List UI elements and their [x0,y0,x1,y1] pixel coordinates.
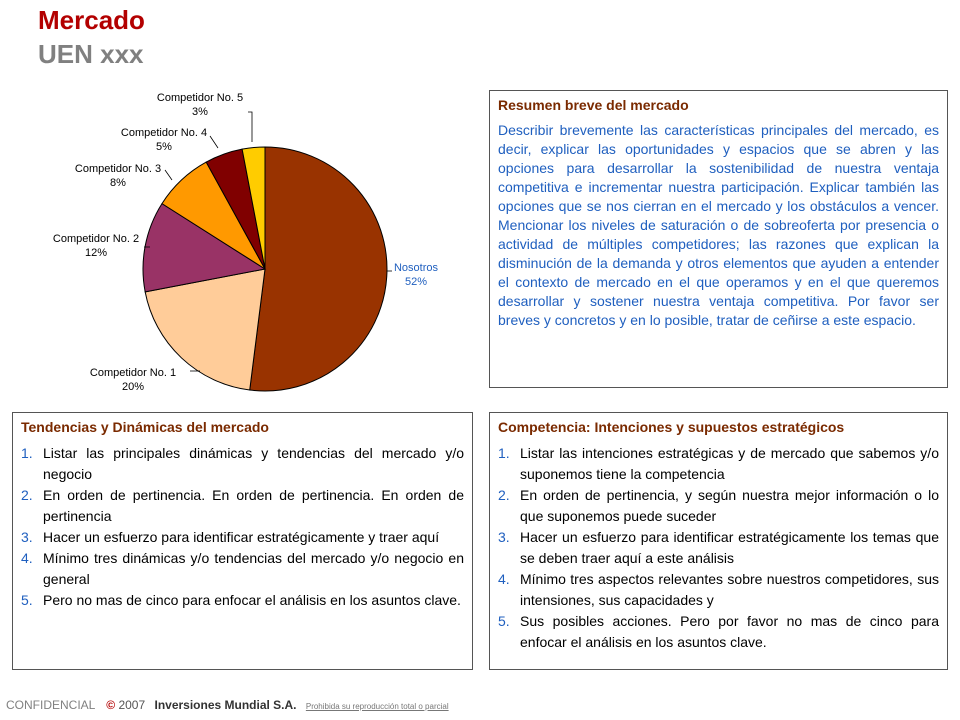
list-item-number: 4. [21,550,33,566]
list-item-text: Mínimo tres dinámicas y/o tendencias del mercado y/o negocio en general [43,550,464,587]
company-name: Inversiones Mundial S.A. [154,698,297,712]
list-item [498,569,939,611]
pie-slice-name-label: Nosotros [393,262,439,274]
list-item [498,611,939,653]
list-item-number: 3. [498,529,510,545]
list-item [21,527,464,548]
footer [6,698,449,712]
list-item [21,548,464,590]
market-summary-box [489,90,948,388]
pie-slice-value-label: 5% [156,141,172,153]
list-item [498,485,939,527]
pie-leader-line [210,136,218,148]
list-item [21,485,464,527]
competition-box [489,412,948,670]
pie-slice-name-label: Competidor No. 5 [156,92,244,104]
pie-leader-line [248,112,252,142]
list-item-text: Listar las intenciones estratégicas y de mercado que sabemos y/o suponemos tiene la competencia [520,445,939,482]
page-title: Mercado [38,5,145,35]
pie-slice-value-label: 3% [192,106,208,118]
pie-slice-value-label: 20% [121,381,145,393]
list-item-number: 1. [21,445,33,461]
pie-slice-value-label: 8% [110,177,126,189]
pie-slice-value-label: 52% [404,276,428,288]
list-item-number: 2. [498,487,510,503]
list-item [498,527,939,569]
rights-notice: Prohibida su reproducción total o parcial [305,702,449,711]
trends-box [12,412,473,670]
list-item-number: 2. [21,487,33,503]
list-item-text: Pero no mas de cinco para enfocar el análisis en los asuntos clave. [43,592,461,608]
pie-slice [250,147,387,391]
page-subtitle: UEN xxx [38,39,144,69]
list-item-text: Hacer un esfuerzo para identificar estratégicamente los temas que se deben traer aquí a este análisis [520,529,939,566]
list-item-number: 4. [498,571,510,587]
trends-list [21,443,464,611]
trends-title: Tendencias y Dinámicas del mercado [21,419,269,435]
list-item-number: 3. [21,529,33,545]
competition-list [498,443,939,653]
pie-slice-name-label: Competidor No. 3 [74,163,162,175]
pie-slice-value-label: 12% [84,247,108,259]
list-item-number: 5. [498,613,510,629]
list-item [21,443,464,485]
pie-leader-line [165,170,172,180]
pie-slice-name-label: Competidor No. 2 [52,233,140,245]
list-item-text: Mínimo tres aspectos relevantes sobre nuestros competidores, sus intensiones, sus capacidades y [520,571,939,608]
market-share-pie-chart [0,80,480,400]
list-item-text: Hacer un esfuerzo para identificar estratégicamente y traer aquí [43,529,440,545]
market-summary-title: Resumen breve del mercado [498,97,689,113]
list-item-text: En orden de pertinencia, y según nuestra mejor información o lo que suponemos puede suceder [520,487,939,524]
pie-slice-name-label: Competidor No. 4 [120,127,208,139]
list-item [21,590,464,611]
list-item [498,443,939,485]
copyright-year: 2007 [118,698,146,712]
list-item-number: 5. [21,592,33,608]
copyright-symbol: © [106,698,116,712]
list-item-number: 1. [498,445,510,461]
confidential-label: CONFIDENCIAL [6,698,95,712]
competition-title: Competencia: Intenciones y supuestos estratégicos [498,419,845,435]
list-item-text: Listar las principales dinámicas y tendencias del mercado y/o negocio [43,445,464,482]
list-item-text: En orden de pertinencia. En orden de pertinencia. En orden de pertinencia [43,487,464,524]
market-summary-text: Describir brevemente las características principales del mercado, es decir, explicar las oportunidades y espacios que se abren y las opciones para desarrollar la sostenibilidad de nuestra ventaja competitiva e incrementar nuestra participación. Explicar también las opciones que se nos cierran en el mercado y los obstáculos a vencer. Mencionar los niveles de saturación o de sobreoferta por presencia o actividad de múltiples competidores; las razones que explican la disminución de la demanda y otros elementos que ayuden a entender el contexto de mercado en el que operamos y en el que queremos desarrollar y sostener nuestra ventaja competitiva. Por favor ser breves y concretos y en lo posible, tratar de ceñirse a este espacio. [498,122,939,328]
list-item-text: Sus posibles acciones. Pero por favor no mas de cinco para enfocar el análisis en los asuntos clave. [520,613,939,650]
pie-slice-name-label: Competidor No. 1 [89,367,177,379]
